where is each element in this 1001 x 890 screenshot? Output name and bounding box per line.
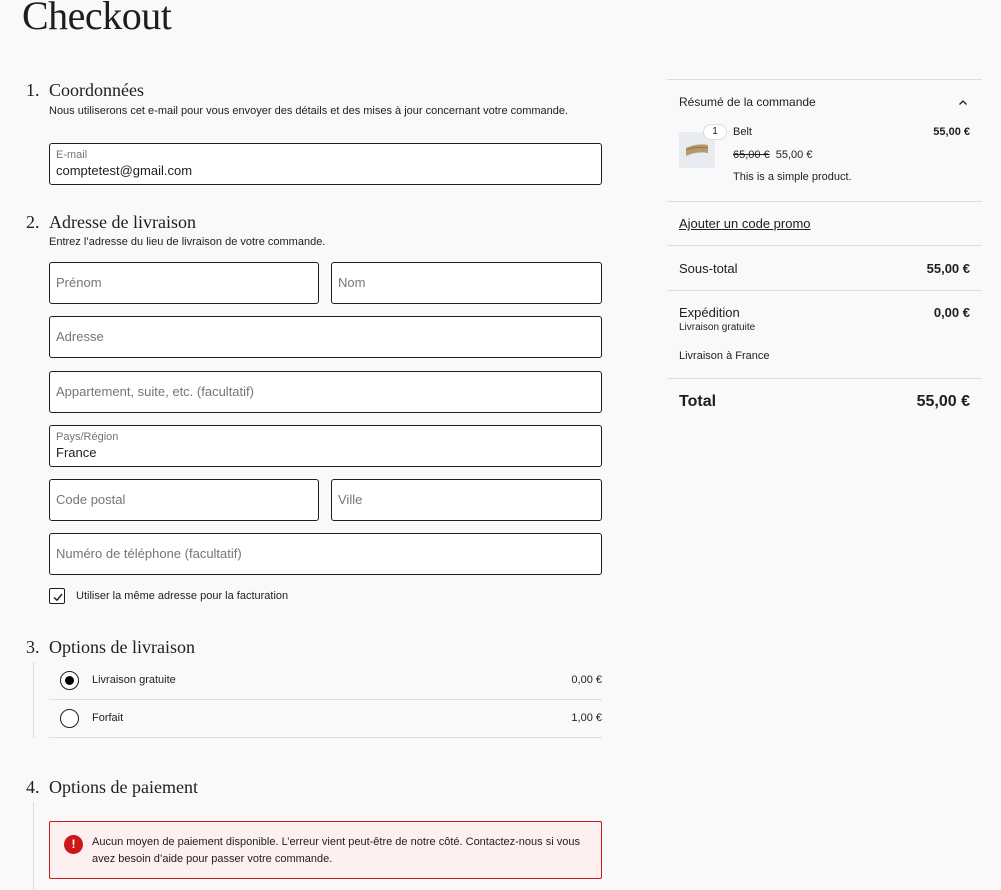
step-title: Options de livraison: [49, 637, 195, 657]
payment-error-notice: [49, 821, 602, 879]
subtotal-label: Sous-total: [679, 261, 738, 276]
shipping-address-section: [26, 211, 602, 249]
address-field[interactable]: [49, 316, 602, 358]
subtotal-value: 55,00 €: [926, 261, 970, 276]
item-prices: [733, 149, 812, 161]
phone-field[interactable]: [49, 533, 602, 575]
phone-placeholder: Numéro de téléphone (facultatif): [56, 546, 242, 561]
step-description: Entrez l’adresse du lieu de livraison de votre commande.: [49, 236, 326, 248]
shipping-option-price: 1,00 €: [571, 712, 602, 724]
item-regular-price: 65,00 €: [733, 149, 770, 161]
contact-section: [26, 79, 602, 118]
same-billing-checkbox[interactable]: [49, 588, 65, 604]
country-select[interactable]: [49, 425, 602, 467]
step-title: Adresse de livraison: [49, 212, 196, 232]
radio-selected[interactable]: [60, 671, 79, 690]
step-description: Nous utiliserons cet e-mail pour vous envoyer des détails et des mises à jour concernant votre commande.: [49, 105, 569, 117]
address-placeholder: Adresse: [56, 329, 104, 344]
item-line-total: 55,00 €: [933, 126, 970, 138]
last-name-field[interactable]: [331, 262, 602, 304]
shipping-options-list: [49, 662, 602, 738]
item-sale-price: 55,00 €: [775, 149, 813, 161]
step-number: 2.: [26, 212, 40, 232]
shipping-value: 0,00 €: [933, 305, 970, 320]
shipping-options-heading: [26, 636, 602, 658]
shipping-option-price: 0,00 €: [571, 674, 602, 686]
country-label: Pays/Région: [56, 431, 119, 443]
shipping-option[interactable]: [49, 700, 602, 738]
checkmark-icon: [52, 591, 64, 603]
city-field[interactable]: [331, 479, 602, 521]
total-value: 55,00 €: [916, 393, 970, 410]
order-summary: [667, 79, 982, 411]
payment-section: [26, 776, 602, 798]
shipping-options-section: [26, 636, 602, 658]
shipping-option-name: Forfait: [92, 712, 124, 724]
total-section: [667, 378, 982, 411]
last-name-placeholder: Nom: [338, 275, 366, 290]
email-label: E-mail: [56, 149, 88, 161]
apartment-placeholder: Appartement, suite, etc. (facultatif): [56, 384, 254, 399]
step-title: Options de paiement: [49, 777, 198, 797]
error-icon: !: [64, 835, 83, 854]
payment-heading: [26, 776, 602, 798]
total-label: Total: [679, 393, 717, 410]
payment-error-message: Aucun moyen de paiement disponible. L’erreur vient peut-être de notre côté. Contactez-nous si vous avez besoin d’aide pour passer votre commande.: [92, 836, 580, 865]
step-connector: [33, 662, 34, 738]
shipping-method: Livraison gratuite: [679, 322, 756, 333]
shipping-option-name: Livraison gratuite: [92, 674, 176, 686]
same-billing-row[interactable]: [49, 588, 288, 604]
item-description: This is a simple product.: [733, 171, 852, 183]
shipping-address-heading: [26, 211, 602, 233]
radio-unselected[interactable]: [60, 709, 79, 728]
item-quantity-badge: 1: [703, 124, 727, 140]
postcode-placeholder: Code postal: [56, 492, 126, 507]
step-number: 3.: [26, 637, 40, 657]
item-name: Belt: [733, 126, 752, 138]
shipping-summary-section: [667, 290, 982, 378]
page-title: Checkout: [22, 0, 172, 38]
apartment-field[interactable]: [49, 371, 602, 413]
first-name-placeholder: Prénom: [56, 275, 102, 290]
email-field[interactable]: [49, 143, 602, 185]
city-placeholder: Ville: [338, 492, 363, 507]
subtotal-section: [667, 245, 982, 290]
shipping-option[interactable]: [49, 662, 602, 700]
step-number: 4.: [26, 777, 40, 797]
step-title: Coordonnées: [49, 80, 144, 100]
country-value: France: [56, 445, 97, 460]
same-billing-label: Utiliser la même adresse pour la facturation: [76, 590, 289, 602]
contact-heading: [26, 79, 602, 101]
add-coupon-link[interactable]: Ajouter un code promo: [679, 216, 811, 231]
order-summary-title[interactable]: Résumé de la commande: [679, 95, 816, 109]
order-summary-panel: [667, 79, 982, 201]
step-connector: [33, 802, 34, 890]
first-name-field[interactable]: [49, 262, 319, 304]
email-value: comptetest@gmail.com: [56, 163, 193, 178]
step-number: 1.: [26, 80, 40, 100]
postcode-field[interactable]: [49, 479, 319, 521]
shipping-label: Expédition: [679, 305, 740, 320]
shipping-destination: Livraison à France: [679, 350, 770, 362]
chevron-up-icon[interactable]: [958, 98, 968, 108]
coupon-section: [667, 201, 982, 245]
